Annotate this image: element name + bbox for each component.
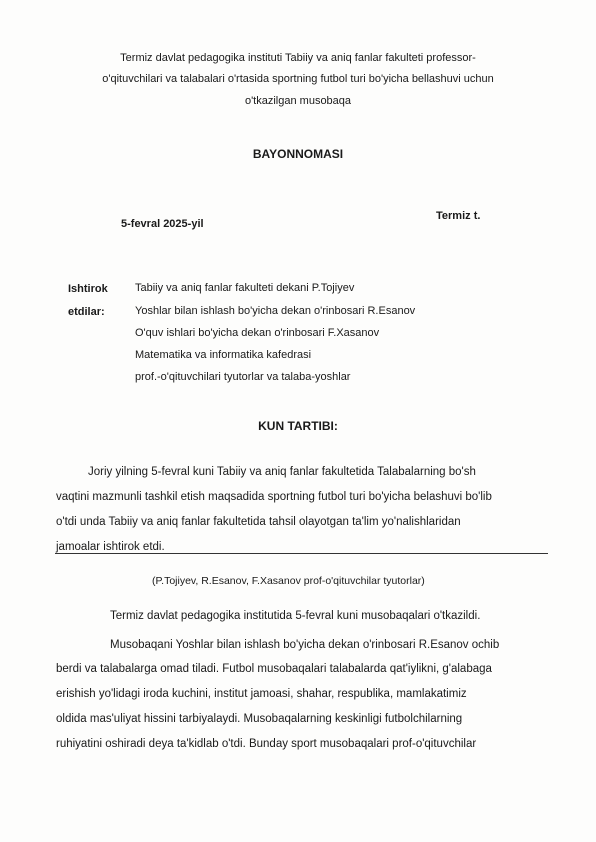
header-line-1: Termiz davlat pedagogika instituti Tabiiy va aniq fanlar fakulteti professor- xyxy=(120,52,476,64)
signatories: (P.Tojiyev, R.Esanov, F.Xasanov prof-o'qituvchilar tyutorlar) xyxy=(152,575,425,587)
document-city: Termiz t. xyxy=(436,210,481,222)
body-line: berdi va talabalarga omad tiladi. Futbol musobaqalari talabalarda qat'iylikni, g'alabaga xyxy=(56,663,492,675)
agenda-line: o'tdi unda Tabiiy va aniq fanlar fakultetida tahsil olayotgan ta'lim yo'nalishlaridan xyxy=(56,516,461,528)
section-divider xyxy=(55,553,548,554)
header-line-3: o'tkazilgan musobaqa xyxy=(244,95,352,107)
agenda-title: KUN TARTIBI: xyxy=(258,419,338,433)
participant-item: Matematika va informatika kafedrasi xyxy=(135,349,312,361)
agenda-line: Joriy yilning 5-fevral kuni Tabiiy va aniq fanlar fakultetida Talabalarning bo'sh xyxy=(88,466,476,478)
body-line: erishish yo'lidagi iroda kuchini, institut jamoasi, shahar, respublika, mamlakatimiz xyxy=(56,688,467,700)
participants-label-1: Ishtirok xyxy=(68,283,108,295)
participant-item: Tabiiy va aniq fanlar fakulteti dekani P.Tojiyev xyxy=(135,282,355,294)
body-line: Termiz davlat pedagogika institutida 5-fevral kuni musobaqalari o'tkazildi. xyxy=(110,610,481,622)
participant-item: Yoshlar bilan ishlash bo'yicha dekan o'rinbosari R.Esanov xyxy=(135,305,416,317)
body-line: ruhiyatini oshiradi deya ta'kidlab o'tdi. Bunday sport musobaqalari prof-o'qituvchilar xyxy=(56,738,477,750)
agenda-line: jamoalar ishtirok etdi. xyxy=(56,541,165,553)
header-line-2: o'qituvchilari va talabalari o'rtasida sportning futbol turi bo'yicha bellashuvi uchun xyxy=(102,73,494,85)
participant-item: prof.-o'qituvchilari tyutorlar va talaba-yoshlar xyxy=(135,371,351,383)
body-line: oldida mas'uliyat hissini tarbiyalaydi. Musobaqalarning keskinligi futbolchilarning xyxy=(56,713,463,725)
participants-label-2: etdilar: xyxy=(68,306,105,318)
document-title: BAYONNOMASI xyxy=(252,147,344,161)
agenda-line: vaqtini mazmunli tashkil etish maqsadida sportning futbol turi bo'yicha belashuvi bo'lib xyxy=(56,491,492,503)
body-line: Musobaqani Yoshlar bilan ishlash bo'yicha dekan o'rinbosari R.Esanov ochib xyxy=(110,639,500,651)
document-date: 5-fevral 2025-yil xyxy=(121,218,204,230)
participant-item: O'quv ishlari bo'yicha dekan o'rinbosari F.Xasanov xyxy=(135,327,380,339)
